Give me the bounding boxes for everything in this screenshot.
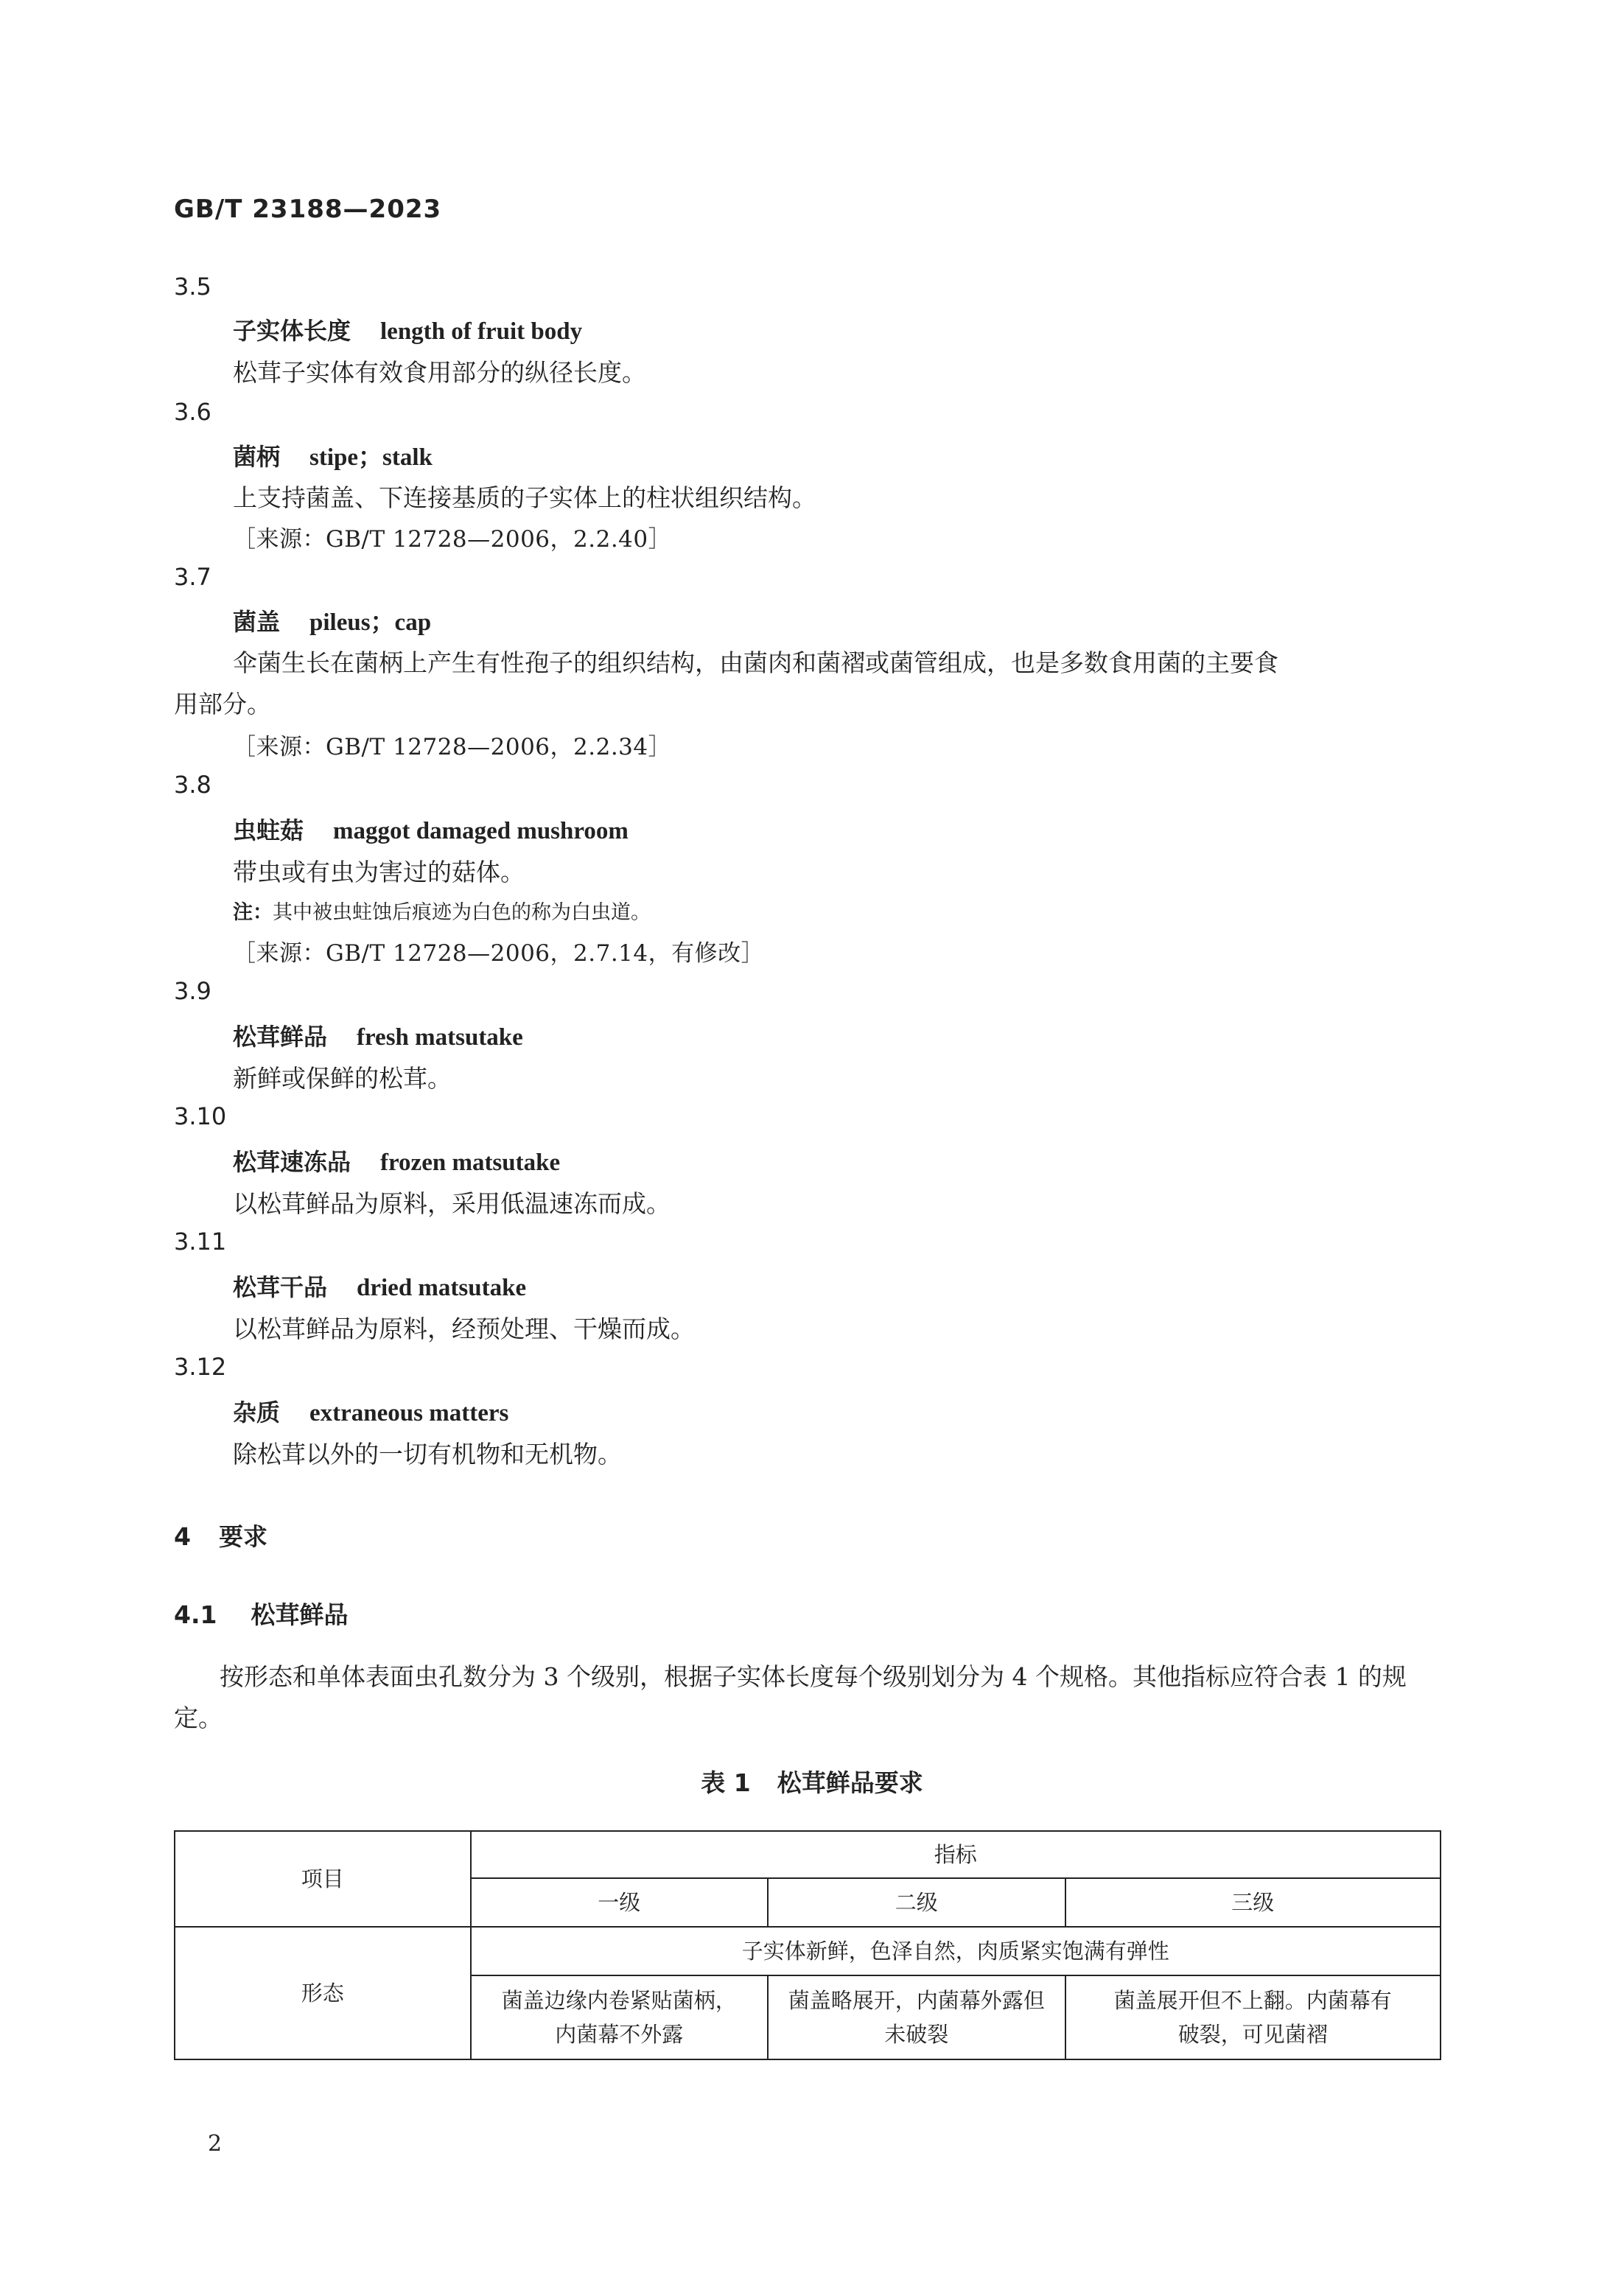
term-heading [233, 812, 629, 846]
subsection-title: 松茸鲜品 [251, 1600, 349, 1629]
note-label: 注： [233, 901, 273, 924]
clause-number: 3.6 [174, 398, 211, 426]
table-caption-title: 松茸鲜品要求 [777, 1768, 923, 1797]
definition: 除松茸以外的一切有机物和无机物。 [233, 1440, 622, 1468]
term-heading [233, 1269, 526, 1303]
source-reference: ［来源：GB/T 12728—2006，2.2.34］ [233, 734, 672, 760]
term-heading [233, 1394, 508, 1428]
term-cn: 杂质 [233, 1398, 281, 1426]
term-heading [233, 1018, 523, 1052]
term-en: dried matsutake [357, 1275, 527, 1301]
standard-code-header: GB/T 23188—2023 [174, 195, 442, 224]
term-en: pileus；cap [309, 609, 432, 636]
table-header-item: 项目 [175, 1831, 471, 1927]
table-cell-line: 破裂，可见菌褶 [1177, 2022, 1328, 2047]
source-reference: ［来源：GB/T 12728—2006，2.2.40］ [233, 526, 672, 553]
table-cell [768, 1975, 1065, 2059]
note [233, 896, 651, 925]
table-header-grade: 三级 [1065, 1878, 1441, 1927]
term-heading [233, 1144, 560, 1177]
clause-number: 3.10 [174, 1102, 227, 1130]
body-paragraph: 按形态和单体表面虫孔数分为 3 个级别，根据子实体长度每个级别划分为 4 个规格。其他指标应符合表 1 的规定。 [174, 1662, 1407, 1732]
subsection-heading [174, 1596, 348, 1631]
definition: 带虫或有虫为害过的菇体。 [233, 858, 525, 886]
table-caption-number: 表 1 [701, 1768, 751, 1797]
table-header-grade: 一级 [471, 1878, 769, 1927]
section-number: 4 [174, 1522, 191, 1551]
definition: 以松茸鲜品为原料，经预处理、干燥而成。 [233, 1314, 695, 1343]
section-title: 要求 [218, 1522, 267, 1551]
term-en: fresh matsutake [357, 1024, 523, 1051]
subsection-number: 4.1 [174, 1600, 217, 1629]
definition-line: 用部分。 [174, 690, 271, 718]
table-header-grade: 二级 [768, 1878, 1065, 1927]
definition-line: 伞菌生长在菌柄上产生有性孢子的组织结构，由菌肉和菌褶或菌管组成，也是多数食用菌的主要食 [233, 648, 1278, 677]
term-heading [233, 603, 431, 637]
table-cell-line: 菌盖略展开，内菌幕外露但 [788, 1988, 1045, 2013]
definition: 松茸子实体有效食用部分的纵径长度。 [233, 358, 646, 387]
definition: 新鲜或保鲜的松茸。 [233, 1064, 452, 1093]
term-cn: 虫蛀菇 [233, 816, 304, 844]
table-header-index: 指标 [471, 1831, 1441, 1878]
term-en: length of fruit body [380, 318, 583, 345]
table-caption [0, 1764, 1624, 1799]
clause-number: 3.5 [174, 273, 211, 301]
table-cell-line: 未破裂 [884, 2022, 949, 2047]
term-en: stipe；stalk [309, 444, 433, 471]
table-cell-line: 内菌幕不外露 [555, 2022, 684, 2047]
term-heading [233, 312, 582, 346]
page-number: 2 [208, 2131, 223, 2157]
term-heading [233, 438, 433, 472]
table-cell [1065, 1975, 1441, 2059]
term-cn: 松茸鲜品 [233, 1023, 328, 1051]
table-cell-line: 菌盖展开但不上翻。内菌幕有 [1113, 1988, 1392, 2013]
term-en: frozen matsutake [380, 1149, 561, 1176]
term-en: extraneous matters [309, 1400, 509, 1426]
clause-number: 3.12 [174, 1353, 227, 1381]
clause-number: 3.8 [174, 771, 211, 799]
table-row-label: 形态 [175, 1927, 471, 2059]
term-cn: 菌盖 [233, 608, 281, 636]
source-reference: ［来源：GB/T 12728—2006，2.7.14，有修改］ [233, 940, 765, 967]
term-en: maggot damaged mushroom [333, 818, 629, 844]
table-cell-line: 菌盖边缘内卷紧贴菌柄， [501, 1988, 737, 2013]
clause-number: 3.7 [174, 563, 211, 591]
table-cell [471, 1975, 769, 2059]
clause-number: 3.11 [174, 1228, 227, 1256]
definition: 以松茸鲜品为原料，采用低温速冻而成。 [233, 1189, 671, 1218]
section-heading [174, 1518, 267, 1552]
term-cn: 菌柄 [233, 443, 281, 471]
definition: 上支持菌盖、下连接基质的子实体上的柱状组织结构。 [233, 483, 816, 512]
term-cn: 松茸速冻品 [233, 1148, 351, 1176]
clause-number: 3.9 [174, 977, 211, 1005]
term-cn: 松茸干品 [233, 1273, 328, 1301]
note-text: 其中被虫蛀蚀后痕迹为白色的称为白虫道。 [273, 901, 651, 924]
term-cn: 子实体长度 [233, 317, 351, 345]
table-cell-common: 子实体新鲜，色泽自然，肉质紧实饱满有弹性 [471, 1927, 1441, 1975]
requirements-table [174, 1830, 1441, 2060]
